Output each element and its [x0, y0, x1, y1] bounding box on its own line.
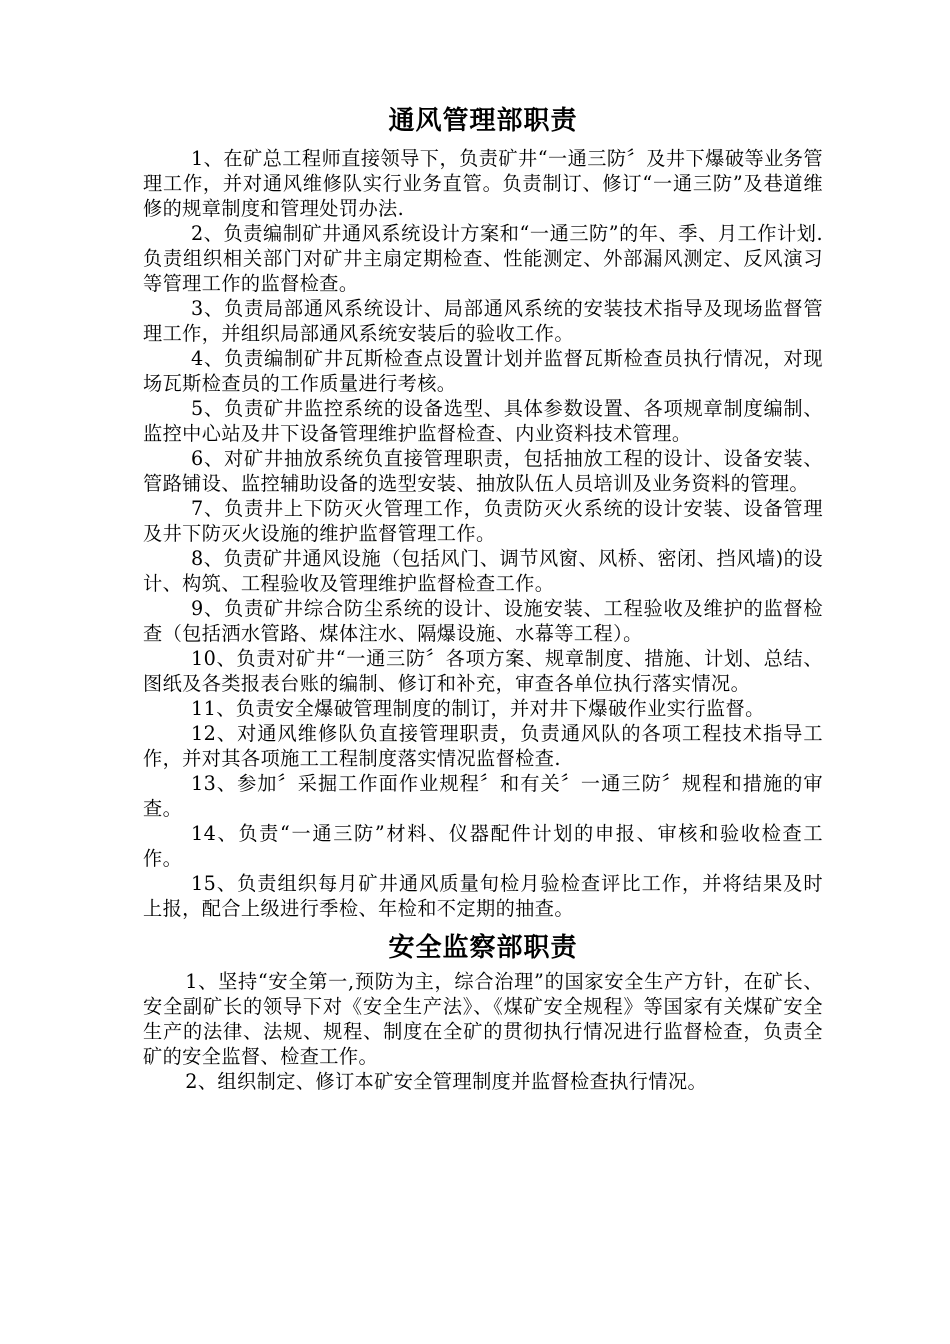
ventilation-duties-list	[143, 146, 823, 921]
duty-item: 10、负责对矿井“一通三防〞各项方案、规章制度、措施、计划、总结、图纸及各类报表台账的编制、修订和补充，审查各单位执行落实情况。	[143, 647, 823, 695]
duty-item: 3、负责局部通风系统设计、局部通风系统的安装技术指导及现场监督管理工作，并组织局部通风系统安装后的验收工作。	[143, 297, 823, 345]
duty-item: 4、负责编制矿井瓦斯检查点设置计划并监督瓦斯检查员执行情况，对现场瓦斯检查员的工作质量进行考核。	[143, 347, 823, 395]
section-title-safety: 安全监察部职责	[388, 933, 578, 963]
duty-item: 13、参加〞采掘工作面作业规程〞和有关〞一通三防〞规程和措施的审查。	[143, 772, 823, 820]
duty-item: 12、对通风维修队负直接管理职责，负责通风队的各项工程技术指导工作，并对其各项施工工程制度落实情况监督检查.	[143, 722, 823, 770]
duty-item: 5、负责矿井监控系统的设备选型、具体参数设置、各项规章制度编制、监控中心站及井下设备管理维护监督检查、内业资料技术管理。	[143, 397, 823, 445]
document-page	[143, 102, 823, 1094]
duty-item: 1、坚持“安全第一,预防为主，综合治理”的国家安全生产方针，在矿长、安全副矿长的领导下对《安全生产法》、《煤矿安全规程》等国家有关煤矿安全生产的法律、法规、规程、制度在全矿的贯彻执行情况进行监督检查，负责全矿的安全监督、检查工作。	[143, 970, 823, 1068]
duty-item: 7、负责井上下防灭火管理工作，负责防灭火系统的设计安装、设备管理及井下防灭火设施的维护监督管理工作。	[143, 497, 823, 545]
duty-item: 14、负责“一通三防”材料、仪器配件计划的申报、审核和验收检查工作。	[143, 822, 823, 870]
duty-item: 15、负责组织每月矿井通风质量旬检月验检查评比工作，并将结果及时上报，配合上级进行季检、年检和不定期的抽查。	[143, 872, 823, 920]
duty-item: 9、负责矿井综合防尘系统的设计、设施安装、工程验收及维护的监督检查（包括洒水管路、煤体注水、隔爆设施、水幕等工程）。	[143, 597, 823, 645]
section-title-ventilation: 通风管理部职责	[388, 106, 578, 136]
safety-duties-list	[143, 969, 823, 1094]
duty-item: 2、负责编制矿井通风系统设计方案和“一通三防”的年、季、月工作计划.负责组织相关部门对矿井主扇定期检查、性能测定、外部漏风测定、反风演习等管理工作的监督检查。	[143, 222, 823, 295]
duty-item: 1、在矿总工程师直接领导下，负责矿井“一通三防〞及井下爆破等业务管理工作，并对通风维修队实行业务直管。负责制订、修订“一通三防”及巷道维修的规章制度和管理处罚办法.	[143, 147, 823, 220]
duty-item: 2、组织制定、修订本矿安全管理制度并监督检查执行情况。	[185, 1070, 708, 1093]
duty-item: 6、对矿井抽放系统负直接管理职责，包括抽放工程的设计、设备安装、管路铺设、监控辅助设备的选型安装、抽放队伍人员培训及业务资料的管理。	[143, 447, 823, 495]
duty-item: 11、负责安全爆破管理制度的制订，并对井下爆破作业实行监督。	[191, 697, 765, 720]
duty-item: 8、负责矿井通风设施（包括风门、调节风窗、风桥、密闭、挡风墙)的设计、构筑、工程验收及管理维护监督检查工作。	[143, 547, 823, 595]
